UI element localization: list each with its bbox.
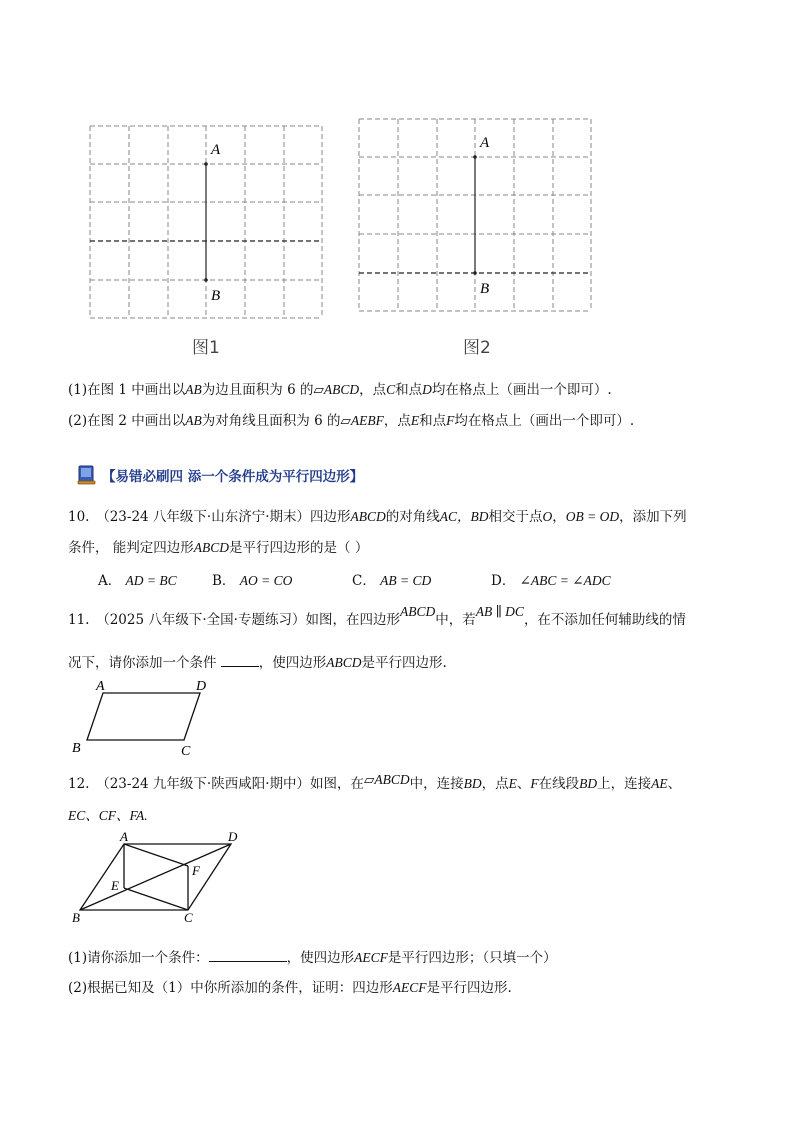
q11-label-b: B xyxy=(72,741,81,756)
point-b-label: B xyxy=(480,281,490,297)
q10-option-b[interactable]: B． AO = CO xyxy=(212,573,293,589)
q12-part-2: (2)根据已知及（1）中你所添加的条件，证明：四边形AECF是平行四边形. xyxy=(68,980,512,996)
section-header xyxy=(76,463,363,487)
book-icon xyxy=(76,464,98,486)
point-a-label: A xyxy=(211,142,221,158)
q11-label-c: C xyxy=(181,744,191,758)
q11-label-a: A xyxy=(96,679,105,694)
q11-line-1: 11. （2025 八年级下·全国·专题练习）如图，在四边形ABCD中，若AB ∥ DC，在不添加任何辅助线的情 xyxy=(68,604,686,628)
q12-label-c: C xyxy=(184,910,193,925)
answer-blank[interactable] xyxy=(221,654,259,667)
q10-option-a[interactable]: A． AD = BC xyxy=(98,573,177,589)
q11-figure xyxy=(68,678,218,758)
q12-label-e: E xyxy=(111,878,119,893)
answer-blank[interactable] xyxy=(209,949,287,962)
q10-line-2: 条件， 能判定四边形ABCD是平行四边形的是（ ） xyxy=(68,540,369,556)
q12-label-a: A xyxy=(120,830,128,844)
q10-line-1: 10. （23-24 八年级下·山东济宁·期末）四边形ABCD的对角线AC，BD相交于点O，OB = OD，添加下列 xyxy=(68,509,687,525)
q12-label-b: B xyxy=(72,910,80,925)
prev-part-2: (2)在图 2 中画出以AB为对角线且面积为 6 的▱AEBF，点E和点F均在格点上（画出一个即可）. xyxy=(68,413,635,429)
figure-1-grid xyxy=(88,124,326,322)
prev-part-1: (1)在图 1 中画出以AB为边且面积为 6 的▱ABCD，点C和点D均在格点上（画出一个即可）. xyxy=(68,382,612,398)
q12-figure xyxy=(68,830,248,925)
point-a-label: A xyxy=(480,135,490,151)
figure-2-grid xyxy=(357,117,595,315)
q12-label-d: D xyxy=(228,830,238,844)
section-title: 【易错必刷四 添一个条件成为平行四边形】 xyxy=(102,469,364,485)
figure-2-caption: 图2 xyxy=(463,338,491,358)
q12-part-1: (1)请你添加一个条件： ，使四边形AECF是平行四边形；（只填一个） xyxy=(68,950,557,966)
q11-line-2: 况下，请你添加一个条件 ，使四边形ABCD是平行四边形. xyxy=(68,655,447,671)
q11-label-d: D xyxy=(196,679,207,694)
figure-1-caption: 图1 xyxy=(192,338,220,358)
q12-line-1: 12. （23-24 九年级下·陕西咸阳·期中）如图，在▱ABCD中，连接BD，点E、F在线段BD上，连接AE、 xyxy=(68,772,682,792)
q10-option-d[interactable]: D． ∠ABC = ∠ADC xyxy=(491,573,611,589)
q12-label-f: F xyxy=(192,863,200,878)
q12-line-2: EC、CF、FA. xyxy=(68,808,148,823)
q10-option-c[interactable]: C． AB = CD xyxy=(352,573,432,589)
point-b-label: B xyxy=(211,288,221,304)
